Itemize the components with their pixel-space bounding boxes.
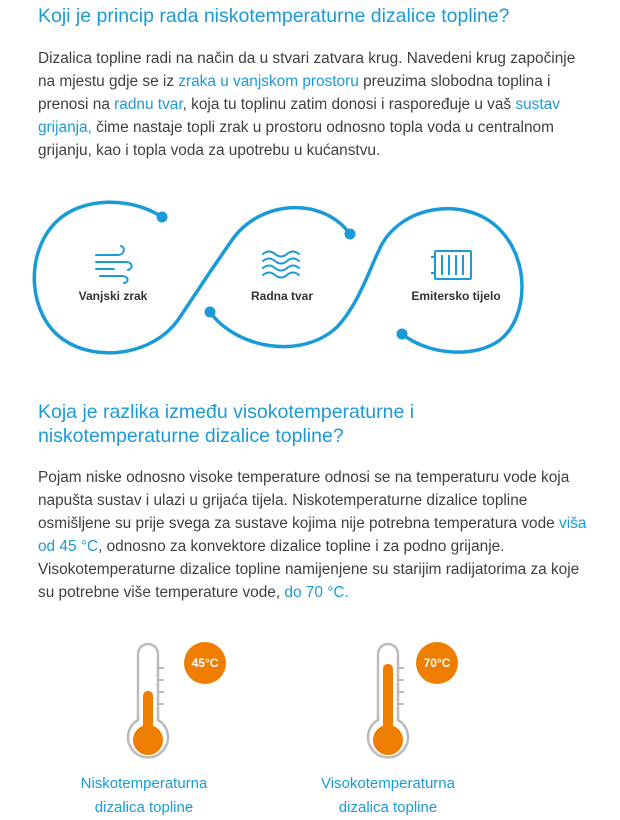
temperature-badge-low: 45°C (184, 642, 226, 684)
cycle-label-emitter: Emitersko tijelo (411, 289, 501, 303)
highlighted-text: zraka u vanjskom prostoru (178, 73, 359, 90)
heat-pump-cycle-diagram (0, 188, 620, 368)
thermometer-high (358, 636, 418, 766)
waves-icon (263, 252, 299, 278)
paragraph-text: , odnosno za konvektore dizalice topline i za podno grijanje. Visokotemperaturne dizalice topline namijenjene su starijim radijatorima za koje su potrebne više temperature vode, (38, 538, 580, 601)
section1-paragraph (38, 47, 588, 162)
cycle-dot (345, 229, 356, 240)
cycle-path-left (34, 202, 350, 353)
cycle-dot (397, 329, 408, 340)
paragraph-text: Dizalica topline radi na način da u stvari zatvara krug. Navedeni krug započinje na mjestu gdje se iz (38, 50, 576, 90)
cycle-label-outdoor-air: Vanjski zrak (78, 289, 148, 303)
paragraph-text: Pojam niske odnosno visoke temperature odnosi se na temperaturu vode koja napušta sustav i ulazi u grijaća tijela. Niskotemperaturne dizalice topline osmišljene su prije svega za sustave kojima nije potrebna temperatura vode (38, 469, 570, 532)
thermometer-low (118, 636, 178, 766)
temperature-badge-high: 70°C (416, 642, 458, 684)
radiator-icon (431, 251, 471, 279)
cycle-dot (157, 212, 168, 223)
cycle-dot (205, 307, 216, 318)
cycle-path-middle (210, 209, 522, 352)
section2-paragraph (38, 466, 588, 604)
highlighted-text: sustav grijanja, (38, 96, 560, 136)
paragraph-text: , koja tu toplinu zatim donosi i raspoređuje u vaš (182, 96, 516, 113)
wind-icon (96, 246, 132, 283)
paragraph-text: preuzima slobodna toplina i prenosi na (38, 73, 551, 113)
cycle-label-refrigerant: Radna tvar (250, 289, 314, 303)
highlighted-text: radnu tvar (114, 96, 183, 113)
thermometer-label-high: Visokotemperaturna dizalica topline (321, 775, 455, 816)
section1-title: Koji je princip rada niskotemperaturne dizalice topline? (38, 5, 510, 27)
highlighted-text: viša od 45 °C (38, 515, 587, 555)
thermometer-label-low: Niskotemperaturna dizalica topline (80, 775, 208, 816)
section2-title: Koja je razlika između visokotemperaturne i niskotemperaturne dizalice topline? (38, 401, 415, 447)
paragraph-text: čime nastaje topli zrak u prostoru odnosno topla voda u centralnom grijanju, kao i topla voda za upotrebu u kućanstvu. (38, 119, 554, 159)
highlighted-text: do 70 °C. (284, 584, 349, 601)
